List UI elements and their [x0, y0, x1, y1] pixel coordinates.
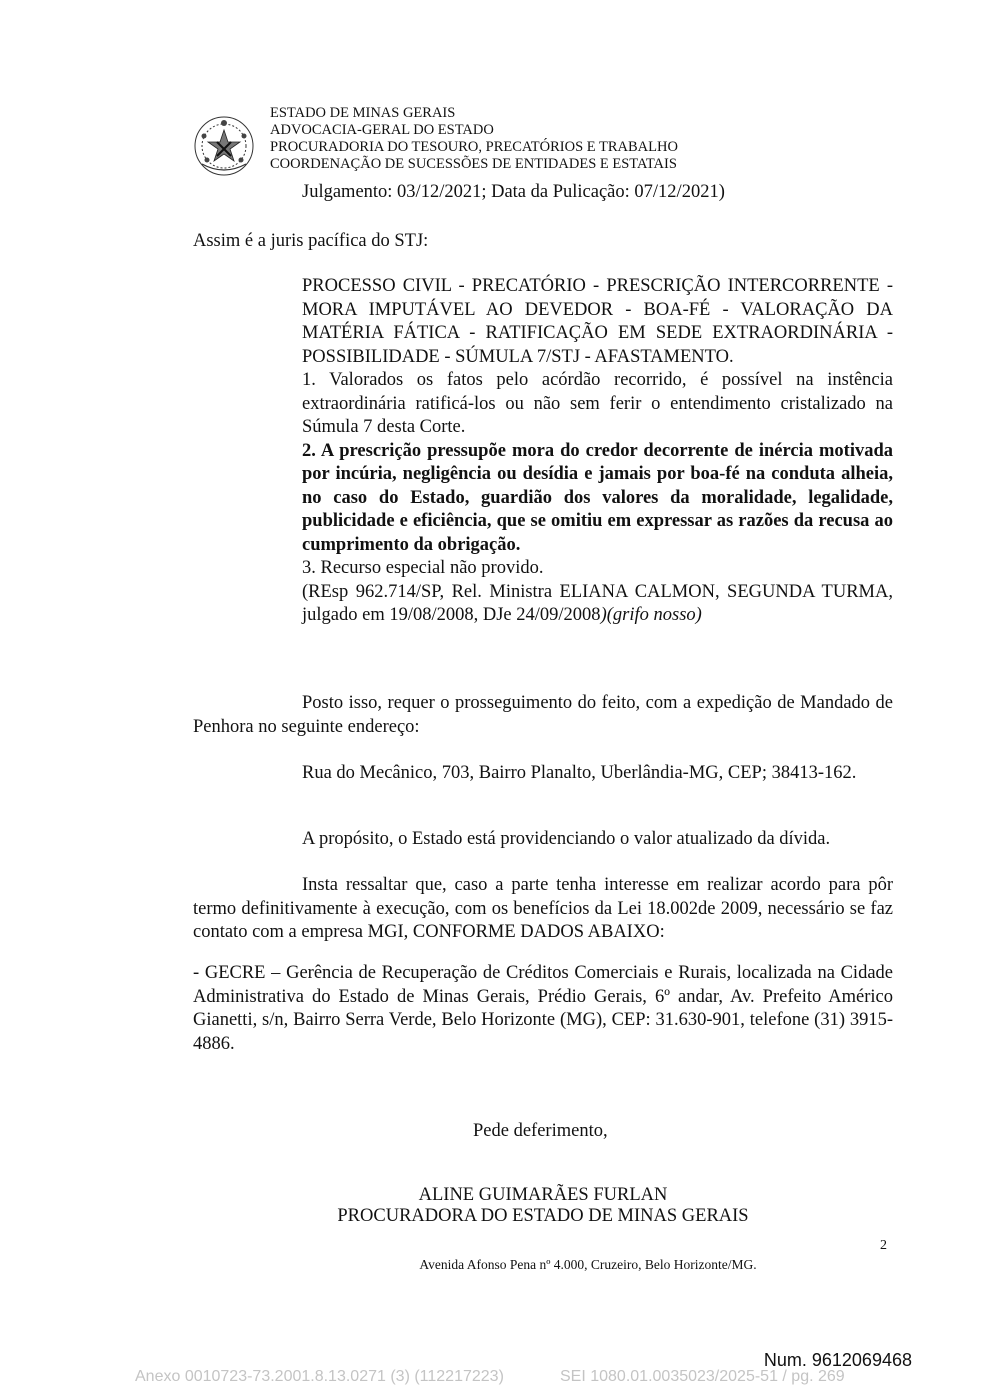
julgamento-line: Julgamento: 03/12/2021; Data da Pulicação: 07/12/2021)	[302, 182, 725, 202]
sei-watermark: SEI 1080.01.0035023/2025-51 / pg. 269	[560, 1368, 845, 1385]
intro-paragraph: Assim é a juris pacífica do STJ:	[193, 231, 429, 251]
posto-paragraph: Posto isso, requer o prosseguimento do feito, com a expedição de Mandado de Penhora no seguinte endereço:	[193, 693, 893, 737]
proposito-paragraph: A propósito, o Estado está providenciando o valor atualizado da dívida.	[302, 829, 831, 849]
address-line: Rua do Mecânico, 703, Bairro Planalto, Uberlândia-MG, CEP; 38413-162.	[302, 763, 857, 783]
letterhead-line: COORDENAÇÃO DE SUCESSÕES DE ENTIDADES E ESTATAIS	[270, 156, 677, 172]
letterhead-line: ESTADO DE MINAS GERAIS	[270, 105, 456, 121]
quote-item-3: 3. Recurso especial não provido.	[302, 558, 544, 578]
citation	[302, 581, 893, 628]
document-number-stamp: Num. 9612069468	[763, 1350, 912, 1370]
signer-name: ALINE GUIMARÃES FURLAN	[418, 1185, 668, 1205]
letterhead	[270, 105, 678, 173]
jurisprudence-quote	[302, 275, 893, 628]
ementa: PROCESSO CIVIL - PRECATÓRIO - PRESCRIÇÃO INTERCORRENTE - MORA IMPUTÁVEL AO DEVEDOR - BOA-FÉ - VALORAÇÃO DA MATÉRIA FÁTICA - RATIFICAÇÃO EM SEDE EXTRAORDINÁRIA - POSSIBILIDADE - SÚMULA 7/STJ - AFASTAMENTO.	[302, 276, 893, 367]
anexo-watermark: Anexo 0010723-73.2001.8.13.0271 (3) (112217223)	[135, 1368, 504, 1385]
page-number: 2	[880, 1238, 887, 1253]
letterhead-line: ADVOCACIA-GERAL DO ESTADO	[270, 122, 494, 138]
signer-role: PROCURADORA DO ESTADO DE MINAS GERAIS	[337, 1206, 749, 1226]
quote-item-2: 2. A prescrição pressupõe mora do credor decorrente de inércia motivada por incúria, negligência ou desídia e jamais por boa-fé na conduta alheia, no caso do Estado, guardião dos valores da moralidade, legalidade, publicidade e eficiência, que se omitiu em expressar as razões da recusa ao cumprimento da obrigação.	[302, 440, 893, 555]
insta-paragraph: Insta ressaltar que, caso a parte tenha interesse em realizar acordo para pôr termo definitivamente à execução, com os benefícios da Lei 18.002de 2009, necessário se faz contato com a empresa MGI, CONFORME DADOS ABAIXO:	[193, 875, 893, 942]
quote-item-1: 1. Valorados os fatos pelo acórdão recorrido, é possível na instência extraordinária ratificá-los ou não sem ferir o entendimento cristalizado na Súmula 7 desta Corte.	[302, 370, 893, 437]
footer-address: Avenida Afonso Pena nº 4.000, Cruzeiro, Belo Horizonte/MG.	[419, 1257, 757, 1272]
grifo-note: )(grifo nosso)	[600, 605, 702, 625]
citation-text: (REsp 962.714/SP, Rel. Ministra ELIANA CALMON, SEGUNDA TURMA, julgado em 19/08/2008, DJe 24/09/2008	[302, 581, 893, 625]
coat-of-arms-icon	[192, 114, 256, 178]
pede-deferimento: Pede deferimento,	[473, 1121, 608, 1141]
gecre-paragraph: - GECRE – Gerência de Recuperação de Créditos Comerciais e Rurais, localizada na Cidade Administrativa do Estado de Minas Gerais, Prédio Gerais, 6º andar, Av. Prefeito Américo Gianetti, s/n, Bairro Serra Verde, Belo Horizonte (MG), CEP: 31.630-901, telefone (31) 3915-4886.	[193, 963, 893, 1054]
letterhead-line: PROCURADORIA DO TESOURO, PRECATÓRIOS E TRABALHO	[270, 139, 678, 155]
